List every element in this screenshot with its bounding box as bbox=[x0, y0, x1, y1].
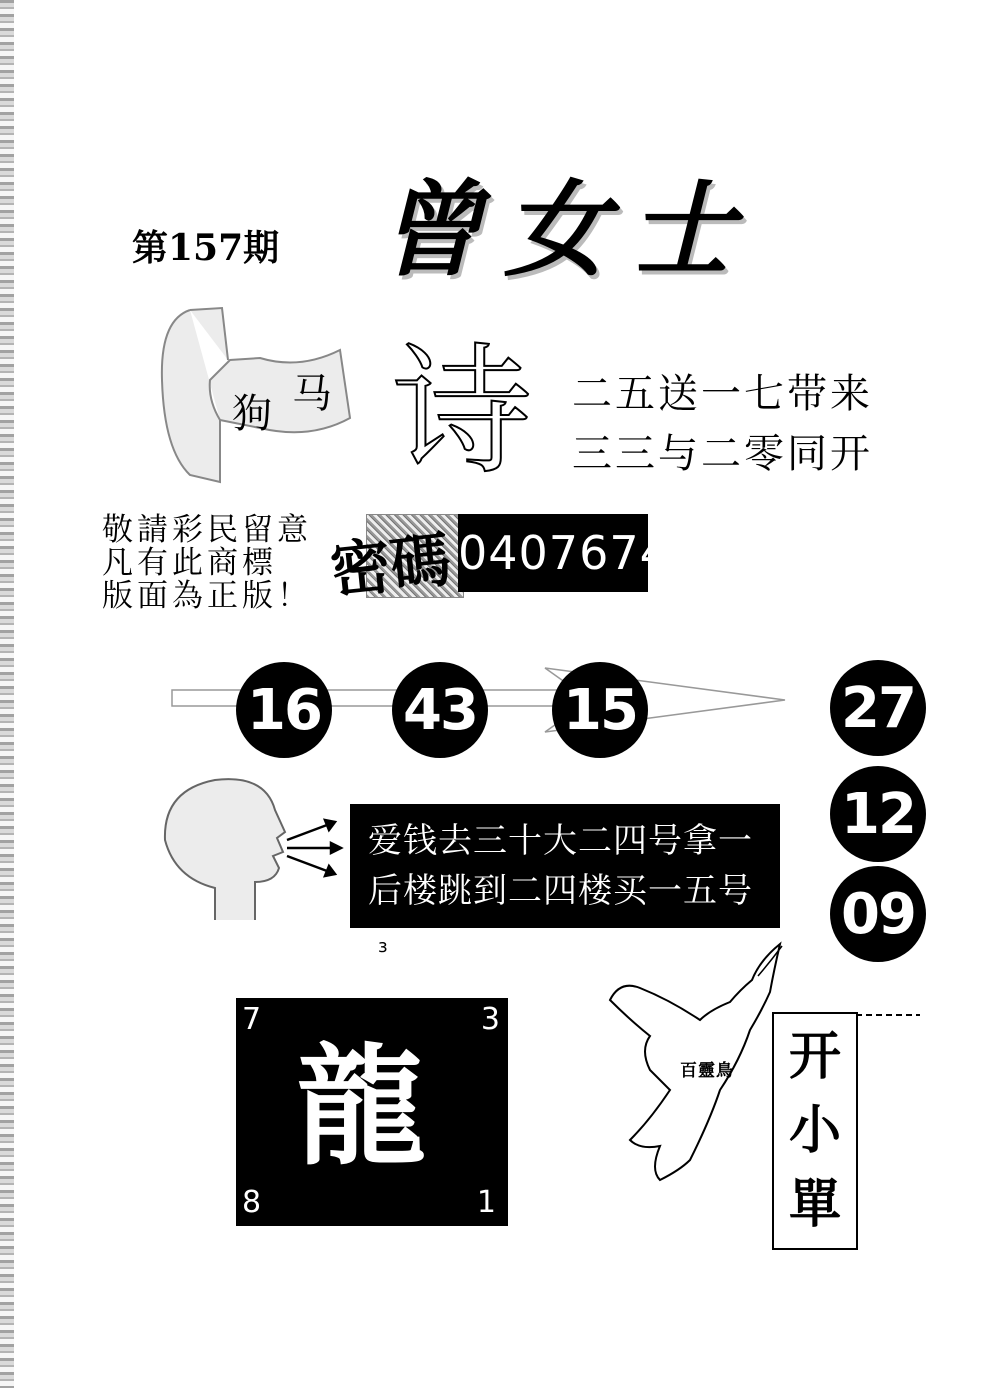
authenticity-notice bbox=[102, 514, 312, 613]
stamp-text: 密碼 bbox=[327, 524, 454, 608]
poem-line-2: 三三与二零同开 bbox=[572, 431, 873, 477]
poem-title-char: 诗 bbox=[392, 331, 533, 494]
open-char-1: 开 bbox=[788, 1026, 841, 1087]
corner-bottom-left: 8 bbox=[242, 1185, 262, 1220]
phone-code: 0407674 bbox=[458, 514, 648, 592]
scan-mark: ɜ bbox=[378, 936, 388, 957]
corner-top-left: 7 bbox=[242, 1002, 262, 1037]
animal-horse: 马 bbox=[292, 371, 332, 417]
scan-edge-texture bbox=[0, 0, 14, 1388]
open-box bbox=[772, 1012, 858, 1250]
animal-dog: 狗 bbox=[232, 391, 272, 437]
side-ball-2: 12 bbox=[830, 766, 926, 862]
slogan-line-1: 爱钱去三十大二四号拿一 bbox=[368, 821, 753, 861]
slogan-line-2: 后楼跳到二四楼买一五号 bbox=[368, 871, 753, 911]
notice-line-1: 敬請彩民留意 bbox=[102, 512, 312, 548]
issue-number: 第157期 bbox=[132, 227, 280, 269]
corner-bottom-right: 1 bbox=[476, 1185, 496, 1220]
corner-top-right: 3 bbox=[480, 1002, 500, 1037]
slogan-box bbox=[350, 804, 780, 928]
notice-line-2: 凡有此商標 bbox=[102, 545, 277, 581]
speaking-head-icon bbox=[155, 770, 365, 930]
pick-ball-2: 43 bbox=[392, 662, 488, 758]
open-char-2: 小 bbox=[788, 1100, 841, 1161]
dove-label: 百靈鳥 bbox=[680, 1061, 734, 1081]
pick-ball-3: 15 bbox=[552, 662, 648, 758]
dragon-box bbox=[236, 998, 508, 1226]
side-ball-1: 27 bbox=[830, 660, 926, 756]
dragon-char: 龍 bbox=[296, 1030, 427, 1183]
side-ball-3: 09 bbox=[830, 866, 926, 962]
poem-line-1: 二五送一七带来 bbox=[572, 371, 873, 417]
pick-ball-1: 16 bbox=[236, 662, 332, 758]
brand-title: 曾女士 bbox=[378, 168, 757, 291]
dash-line bbox=[856, 1014, 920, 1016]
notice-line-3: 版面為正版！ bbox=[102, 578, 312, 614]
open-char-3: 單 bbox=[788, 1174, 841, 1235]
